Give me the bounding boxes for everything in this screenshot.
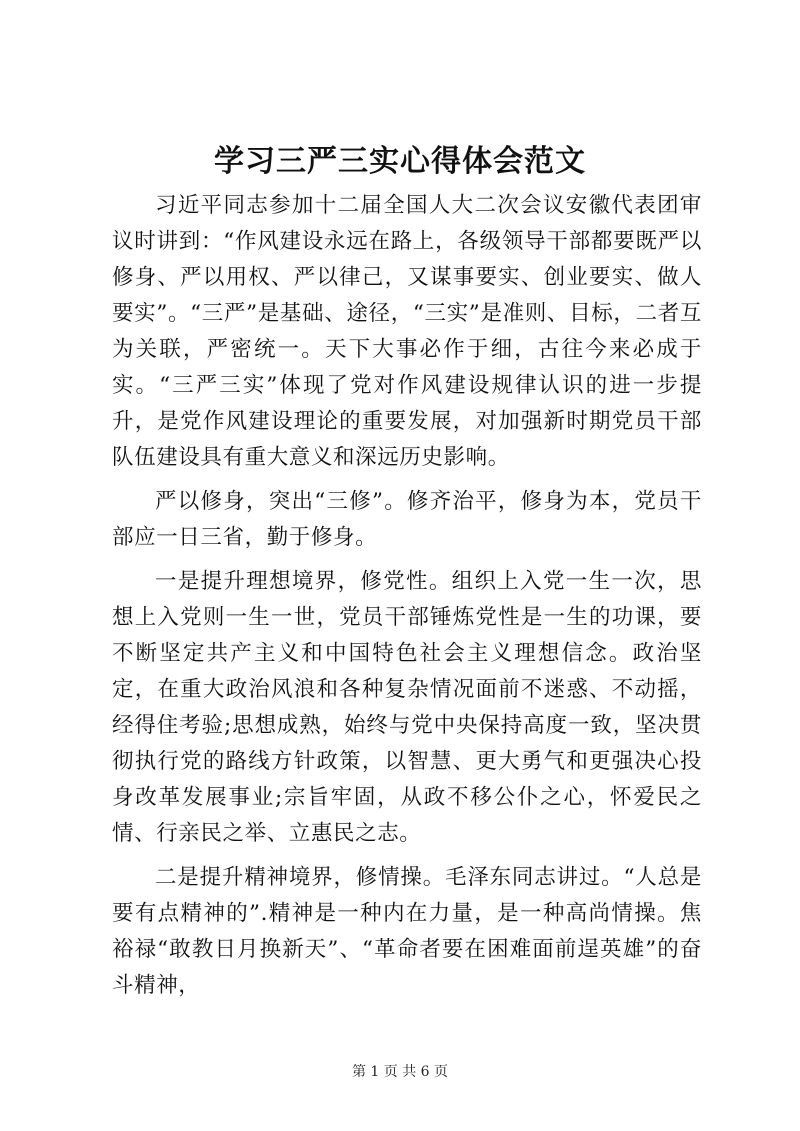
paragraph-party-spirit: 一是提升理想境界，修党性。组织上入党一生一次，思想上入党则一生一世，党员干部锤炼党性是一生的功课，要不断坚定共产主义和中国特色社会主义理想信念。政治坚定，在重大政治风浪和各种复杂情况面前不迷惑、不动摇，经得住考验;思想成熟，始终与党中央保持高度一致，坚决贯彻执行党的路线方针政策，以智慧、更大勇气和更强决心投身改革发展事业;宗旨牢固，从政不移公仆之心，怀爱民之情、行亲民之举、立惠民之志。 [112, 569, 702, 846]
page-number-footer: 第 1 页 共 6 页 [351, 1064, 449, 1080]
document-body [112, 188, 702, 1012]
paragraph-intro: 习近平同志参加十二届全国人大二次会议安徽代表团审议时讲到：“作风建设永远在路上，各级领导干部都要既严以修身、严以用权、严以律己，又谋事要实、创业要实、做人要实”。“三严”是基础、途径，“三实”是准则、目标，二者互为关联，严密统一。天下大事必作于细，古往今来必成于实。“三严三实”体现了党对作风建设规律认识的进一步提升，是党作风建设理论的重要发展，对加强新时期党员干部队伍建设具有重大意义和深远历史影响。 [112, 193, 702, 470]
paragraph-sentiment: 二是提升精神境界，修情操。毛泽东同志讲过。“人总是要有点精神的”.精神是一种内在力量，是一种高尚情操。焦裕禄“敢教日月换新天”、“革命者要在困难面前逞英雄”的奋斗精神， [112, 865, 702, 998]
paragraph-self-cultivation: 严以修身，突出“三修”。修齐治平，修身为本，党员干部应一日三省，勤于修身。 [112, 489, 702, 550]
document-title: 学习三严三实心得体会范文 [214, 144, 586, 179]
